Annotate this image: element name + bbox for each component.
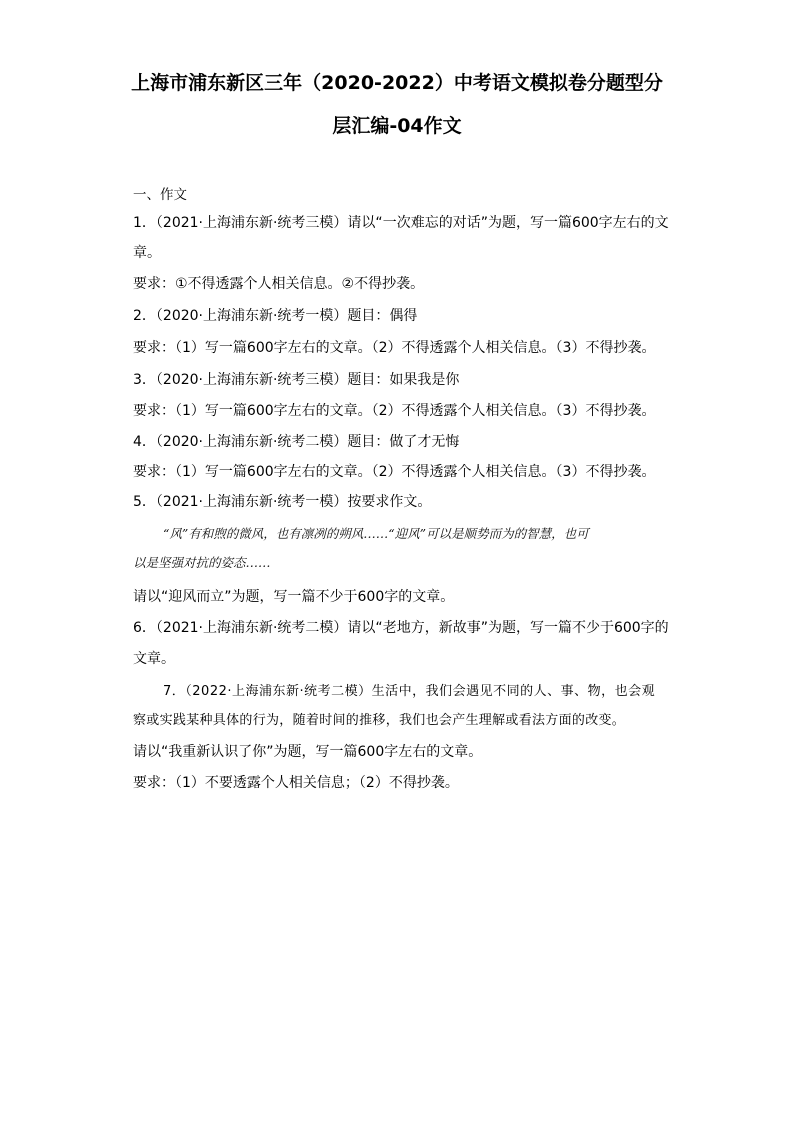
- question-7-prompt: 请以“我重新认识了你”为题，写一篇600字左右的文章。: [133, 744, 483, 760]
- question-1-requirement: 要求：①不得透露个人相关信息。②不得抄袭。: [133, 276, 425, 292]
- question-6-line-2: 文章。: [133, 651, 175, 667]
- question-4-requirement: 要求：（1）写一篇600字左右的文章。（2）不得透露个人相关信息。（3）不得抄袭。: [133, 464, 656, 480]
- question-7-line-1: 7．（2022·上海浦东新·统考二模）生活中，我们会遇见不同的人、事、物，也会观: [163, 684, 656, 699]
- question-2-line-1: 2．（2020·上海浦东新·统考一模）题目：偶得: [133, 308, 418, 324]
- question-3-requirement: 要求：（1）写一篇600字左右的文章。（2）不得透露个人相关信息。（3）不得抄袭。: [133, 403, 656, 419]
- question-5-passage-line-1: “风”有和煦的微风，也有凛冽的朔风……“迎风”可以是顺势而为的智慧，也可: [163, 526, 589, 541]
- question-6-line-1: 6．（2021·上海浦东新·统考二模）请以“老地方，新故事”为题，写一篇不少于600字的: [133, 620, 669, 636]
- question-7-line-2: 察或实践某种具体的行为，随着时间的推移，我们也会产生理解或看法方面的改变。: [133, 713, 626, 728]
- question-7-requirement: 要求：（1）不要透露个人相关信息；（2）不得抄袭。: [133, 775, 459, 791]
- question-2-requirement: 要求：（1）写一篇600字左右的文章。（2）不得透露个人相关信息。（3）不得抄袭。: [133, 340, 656, 356]
- document-title-line-2: 层汇编-04作文: [332, 115, 462, 137]
- question-4-line-1: 4．（2020·上海浦东新·统考二模）题目：做了才无悔: [133, 434, 460, 450]
- question-5-passage-line-2: 以是坚强对抗的姿态……: [133, 555, 271, 570]
- question-5-line-1: 5．（2021·上海浦东新·统考一模）按要求作文。: [133, 494, 432, 510]
- question-3-line-1: 3．（2020·上海浦东新·统考三模）题目：如果我是你: [133, 372, 460, 388]
- question-1-line-2: 章。: [133, 245, 161, 261]
- section-heading: 一、作文: [133, 187, 187, 203]
- document-title-line-1: 上海市浦东新区三年（2020-2022）中考语文模拟卷分题型分: [131, 72, 663, 94]
- question-5-prompt: 请以“迎风而立”为题，写一篇不少于600字的文章。: [133, 589, 455, 605]
- question-1-line-1: 1．（2021·上海浦东新·统考三模）请以“一次难忘的对话”为题，写一篇600字左右的文: [133, 215, 669, 231]
